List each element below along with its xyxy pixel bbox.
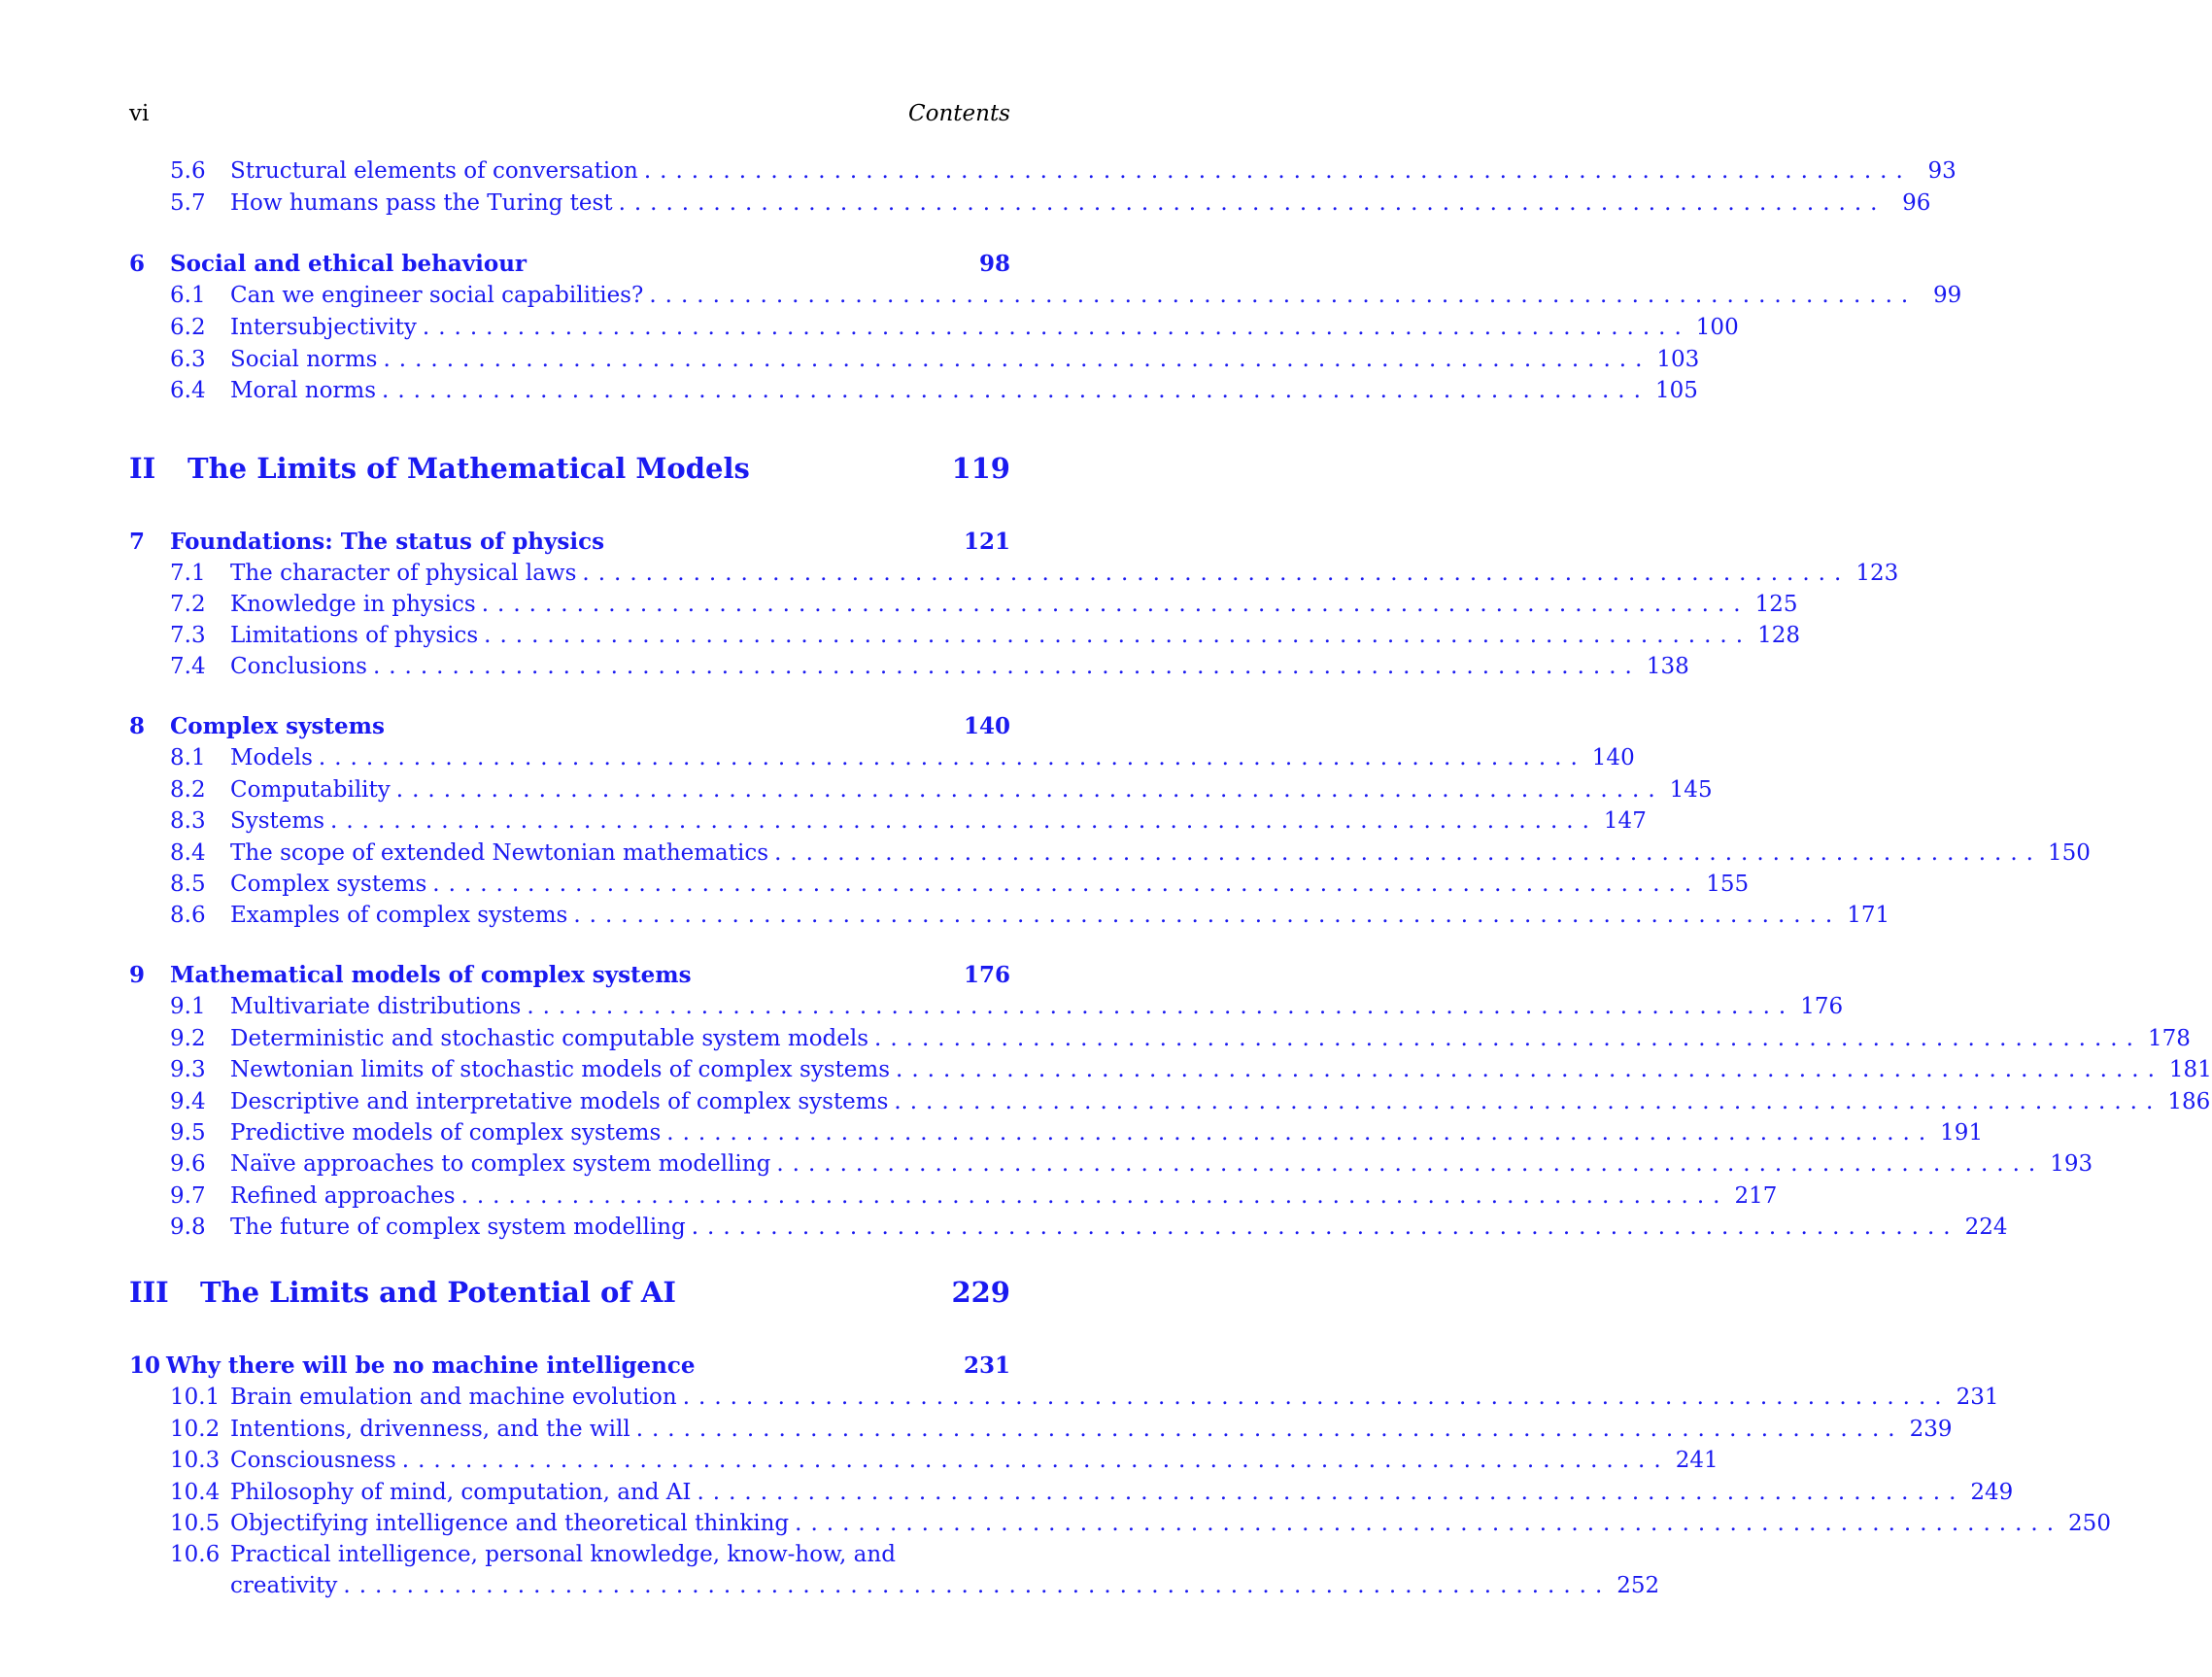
section-line (230, 1181, 1778, 1212)
section-line (230, 589, 1798, 620)
section-title: Intersubjectivity (230, 315, 417, 340)
section-line (230, 620, 1800, 651)
page-number: vi (129, 101, 150, 126)
section-page-number: 252 (1616, 1573, 1660, 1598)
section-page-number: 145 (1669, 777, 1713, 803)
dot-leader: ................................................................................ (460, 1183, 1729, 1209)
section-title: Structural elements of conversation (230, 158, 638, 184)
dot-leader: ................................................................................ (643, 158, 1912, 184)
section-page-number: 176 (1800, 994, 1844, 1019)
section-line (230, 558, 1899, 589)
section-line (230, 375, 1698, 406)
toc-section-7-2[interactable] (129, 589, 1798, 620)
section-page-number: 249 (1970, 1480, 2014, 1505)
section-line (230, 1117, 1984, 1148)
chapter-number: 9 (129, 962, 146, 988)
section-number: 8.4 (170, 840, 206, 866)
section-page-number: 100 (1695, 315, 1739, 340)
section-title-continued: creativity (230, 1573, 338, 1598)
dot-leader: ................................................................................ (527, 994, 1795, 1019)
running-head-title: Contents (908, 101, 1010, 126)
section-title: Deterministic and stochastic computable system models (230, 1026, 869, 1051)
section-number: 10.2 (170, 1417, 221, 1442)
dot-leader: ................................................................................ (422, 315, 1690, 340)
toc-section-6-1[interactable] (129, 280, 1962, 311)
section-number: 6.3 (170, 347, 206, 372)
toc-section-9-8[interactable] (129, 1212, 2008, 1243)
section-line (230, 188, 1931, 219)
running-head (129, 97, 1010, 130)
dot-leader: ................................................................................ (635, 1417, 1904, 1442)
toc-section-10-5[interactable] (129, 1508, 2111, 1539)
toc-section-9-6[interactable] (129, 1148, 2093, 1180)
toc-chapter-10[interactable] (129, 1351, 1010, 1382)
section-page-number: 99 (1932, 283, 1962, 308)
dot-leader: ................................................................................ (484, 623, 1753, 648)
section-number: 7.1 (170, 561, 206, 586)
chapter-page-number: 121 (963, 529, 1010, 555)
section-title: Complex systems (230, 872, 427, 897)
chapter-number: 8 (129, 713, 146, 739)
section-title: Philosophy of mind, computation, and AI (230, 1480, 692, 1505)
chapter-title: Why there will be no machine intelligence (166, 1352, 696, 1379)
toc-section-9-2[interactable] (129, 1023, 2191, 1054)
section-title: Limitations of physics (230, 623, 479, 648)
dot-leader: ................................................................................ (618, 190, 1887, 216)
part-number: II (129, 452, 156, 485)
section-page-number: 239 (1909, 1417, 1953, 1442)
section-title: Systems (230, 808, 325, 834)
section-number: 8.5 (170, 872, 206, 897)
toc-section-9-4[interactable] (129, 1086, 2211, 1117)
section-title: Practical intelligence, personal knowledge, know-how, and (230, 1542, 896, 1567)
toc-section-10-3[interactable] (129, 1445, 1719, 1476)
section-title: Descriptive and interpretative models of complex systems (230, 1089, 889, 1114)
section-title: Can we engineer social capabilities? (230, 283, 644, 308)
section-line (230, 155, 1957, 187)
section-line (230, 1212, 2008, 1243)
section-title: Moral norms (230, 378, 377, 403)
section-page-number: 250 (2068, 1511, 2111, 1536)
section-page-number: 96 (1902, 190, 1931, 216)
section-page-number: 123 (1855, 561, 1899, 586)
section-page-number: 125 (1754, 592, 1798, 617)
section-page-number: 138 (1646, 654, 1689, 679)
toc-section-8-2[interactable] (129, 774, 1713, 805)
toc-section-8-4[interactable] (129, 838, 2091, 869)
dot-leader: ................................................................................ (401, 1448, 1670, 1473)
section-page-number: 231 (1956, 1385, 1999, 1410)
dot-leader: ................................................................................ (481, 592, 1750, 617)
section-number: 9.4 (170, 1089, 206, 1114)
section-page-number: 171 (1847, 903, 1890, 928)
section-page-number: 93 (1927, 158, 1957, 184)
dot-leader: ................................................................................ (395, 777, 1664, 803)
dot-leader: ................................................................................ (330, 808, 1598, 834)
chapter-page-number: 140 (963, 713, 1010, 739)
toc-section-8-3[interactable] (129, 805, 1647, 837)
section-number: 7.4 (170, 654, 206, 679)
section-line (230, 900, 1890, 931)
section-line (230, 1054, 2212, 1085)
toc-part-ii[interactable] (129, 448, 1010, 489)
section-page-number: 103 (1656, 347, 1700, 372)
chapter-number: 10 (129, 1352, 161, 1379)
toc-section-5-6[interactable] (129, 155, 1957, 187)
part-title: The Limits and Potential of AI (200, 1276, 676, 1309)
dot-leader: ................................................................................ (372, 654, 1641, 679)
section-title: The scope of extended Newtonian mathematics (230, 840, 769, 866)
section-number: 8.2 (170, 777, 206, 803)
dot-leader: ................................................................................ (896, 1057, 2163, 1082)
dot-leader: ................................................................................ (432, 872, 1701, 897)
section-number: 10.3 (170, 1448, 221, 1473)
section-title: Examples of complex systems (230, 903, 568, 928)
part-page-number: 229 (951, 1276, 1010, 1309)
chapter-page-number: 231 (963, 1352, 1010, 1379)
section-number: 9.6 (170, 1151, 206, 1177)
section-number: 8.6 (170, 903, 206, 928)
section-title: Multivariate distributions (230, 994, 522, 1019)
toc-chapter-7[interactable] (129, 527, 1010, 558)
dot-leader: ................................................................................ (874, 1026, 2142, 1051)
section-page-number: 186 (2167, 1089, 2211, 1114)
dot-leader: ................................................................................ (649, 283, 1918, 308)
chapter-page-number: 176 (963, 962, 1010, 988)
section-number: 7.3 (170, 623, 206, 648)
section-line (230, 838, 2091, 869)
dot-leader: ................................................................................ (697, 1480, 1965, 1505)
part-page-number: 119 (951, 452, 1010, 485)
dot-leader: ................................................................................ (382, 378, 1650, 403)
toc-section-10-2[interactable] (129, 1414, 1953, 1445)
section-line (230, 1414, 1953, 1445)
section-line (230, 991, 1844, 1022)
section-title: Newtonian limits of stochastic models of complex systems (230, 1057, 891, 1082)
toc-section-6-3[interactable] (129, 344, 1700, 375)
toc-section-10-6[interactable] (129, 1539, 1660, 1601)
section-number: 9.7 (170, 1183, 206, 1209)
section-page-number: 181 (2168, 1057, 2212, 1082)
toc-section-10-4[interactable] (129, 1477, 2014, 1508)
dot-leader: ................................................................................ (343, 1573, 1612, 1598)
dot-leader: ................................................................................ (573, 903, 1842, 928)
section-line-continued (230, 1570, 1660, 1601)
dot-leader: ................................................................................ (776, 1151, 2045, 1177)
chapter-title: Complex systems (170, 713, 385, 739)
section-line (230, 312, 1739, 343)
section-title: Conclusions (230, 654, 367, 679)
chapter-number: 7 (129, 529, 146, 555)
section-line (230, 1086, 2211, 1117)
toc-section-9-1[interactable] (129, 991, 1844, 1022)
chapter-title: Mathematical models of complex systems (170, 962, 692, 988)
section-page-number: 105 (1654, 378, 1698, 403)
section-title: The future of complex system modelling (230, 1215, 686, 1240)
chapter-title: Foundations: The status of physics (170, 529, 605, 555)
section-page-number: 128 (1757, 623, 1800, 648)
section-line (230, 774, 1713, 805)
section-title: Refined approaches (230, 1183, 456, 1209)
toc-section-9-3[interactable] (129, 1054, 2212, 1085)
section-line (230, 805, 1647, 837)
dot-leader: ................................................................................ (682, 1385, 1951, 1410)
section-line (230, 1382, 1999, 1413)
section-number: 10.4 (170, 1480, 221, 1505)
toc-section-9-7[interactable] (129, 1181, 1778, 1212)
section-title: The character of physical laws (230, 561, 577, 586)
section-page-number: 147 (1603, 808, 1647, 834)
section-number: 10.5 (170, 1511, 221, 1536)
section-page-number: 217 (1734, 1183, 1778, 1209)
section-number: 5.7 (170, 190, 206, 216)
section-title: Consciousness (230, 1448, 396, 1473)
chapter-page-number: 98 (978, 251, 1010, 277)
dot-leader: ................................................................................ (582, 561, 1851, 586)
toc-section-6-2[interactable] (129, 312, 1739, 343)
part-number: III (129, 1276, 169, 1309)
section-page-number: 191 (1940, 1120, 1984, 1146)
toc-section-9-5[interactable] (129, 1117, 1984, 1148)
section-title: Social norms (230, 347, 378, 372)
section-number: 9.8 (170, 1215, 206, 1240)
toc-chapter-6[interactable] (129, 249, 1010, 280)
dot-leader: ................................................................................ (383, 347, 1651, 372)
section-number: 5.6 (170, 158, 206, 184)
section-page-number: 155 (1706, 872, 1750, 897)
toc-section-7-1[interactable] (129, 558, 1899, 589)
section-number: 10.1 (170, 1385, 221, 1410)
section-number: 6.4 (170, 378, 206, 403)
section-number: 8.3 (170, 808, 206, 834)
toc-section-5-7[interactable] (129, 188, 1931, 219)
toc-section-8-6[interactable] (129, 900, 1890, 931)
section-line (230, 344, 1700, 375)
section-page-number: 140 (1591, 745, 1635, 770)
section-page-number: 241 (1675, 1448, 1719, 1473)
dot-leader: ................................................................................ (318, 745, 1586, 770)
section-line (230, 869, 1750, 900)
section-title: Models (230, 745, 313, 770)
section-line (230, 742, 1635, 773)
section-title: Computability (230, 777, 391, 803)
toc-part-iii[interactable] (129, 1272, 1010, 1313)
section-page-number: 150 (2047, 840, 2091, 866)
section-number: 7.2 (170, 592, 206, 617)
section-number: 6.2 (170, 315, 206, 340)
section-page-number: 178 (2147, 1026, 2191, 1051)
section-line (230, 651, 1689, 682)
section-number: 8.1 (170, 745, 206, 770)
section-title: Naïve approaches to complex system modelling (230, 1151, 771, 1177)
section-line (230, 1023, 2191, 1054)
toc-chapter-8[interactable] (129, 711, 1010, 742)
section-number: 9.3 (170, 1057, 206, 1082)
section-number: 9.5 (170, 1120, 206, 1146)
section-title: How humans pass the Turing test (230, 190, 613, 216)
toc-section-8-5[interactable] (129, 869, 1750, 900)
toc-section-10-1[interactable] (129, 1382, 1999, 1413)
dot-leader: ................................................................................ (691, 1215, 1959, 1240)
section-line (230, 1508, 2111, 1539)
section-title: Knowledge in physics (230, 592, 476, 617)
section-number: 10.6 (170, 1542, 221, 1567)
toc-section-8-1[interactable] (129, 742, 1635, 773)
section-title: Brain emulation and machine evolution (230, 1385, 677, 1410)
section-line (230, 1445, 1719, 1476)
toc-section-6-4[interactable] (129, 375, 1698, 406)
section-title: Objectifying intelligence and theoretical thinking (230, 1511, 790, 1536)
toc-section-7-3[interactable] (129, 620, 1800, 651)
dot-leader: ................................................................................ (666, 1120, 1935, 1146)
section-page-number: 224 (1964, 1215, 2008, 1240)
part-title: The Limits of Mathematical Models (187, 452, 750, 485)
chapter-number: 6 (129, 251, 146, 277)
section-title: Intentions, drivenness, and the will (230, 1417, 630, 1442)
toc-chapter-9[interactable] (129, 960, 1010, 991)
section-line (230, 280, 1962, 311)
chapter-title: Social and ethical behaviour (170, 251, 527, 277)
section-title: Predictive models of complex systems (230, 1120, 662, 1146)
dot-leader: ................................................................................ (795, 1511, 2063, 1536)
section-page-number: 193 (2050, 1151, 2093, 1177)
dot-leader: ................................................................................ (894, 1089, 2162, 1114)
section-number: 9.2 (170, 1026, 206, 1051)
toc-section-7-4[interactable] (129, 651, 1689, 682)
section-line (230, 1477, 2014, 1508)
section-line (230, 1148, 2093, 1180)
section-number: 9.1 (170, 994, 206, 1019)
dot-leader: ................................................................................ (774, 840, 2042, 866)
section-number: 6.1 (170, 283, 206, 308)
